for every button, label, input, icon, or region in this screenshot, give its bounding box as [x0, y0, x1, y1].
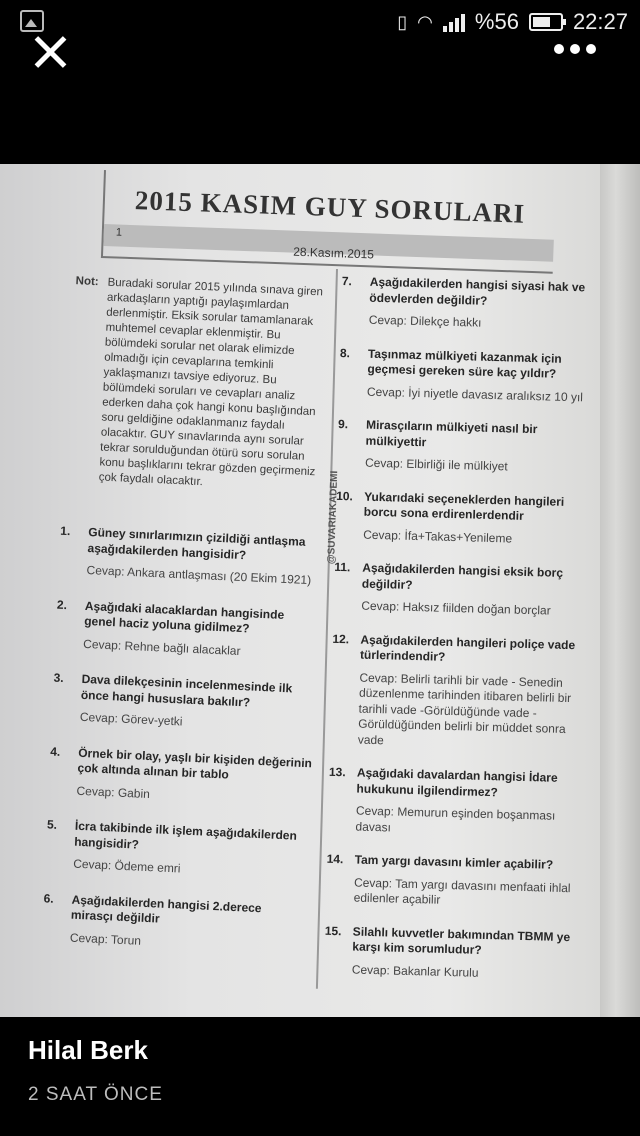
status-right [397, 8, 628, 36]
question-text: Tam yargı davasını kimler açabilir? [354, 852, 554, 872]
answer-text: Cevap: Belirli tarihli bir vade - Senedin düzenlenme tarihinden itibaren belirli bir tarihli vade -Görüldüğünde vade -Görüldüğünden belirli bir müddet sonra vade [357, 670, 572, 747]
question-number: 11. [334, 559, 351, 575]
author-name[interactable]: Hilal Berk [28, 1035, 148, 1065]
question [334, 560, 595, 598]
question-item [337, 417, 598, 477]
post-time: 2 SAAT ÖNCE [28, 1084, 163, 1105]
answer-text: Cevap: Tam yargı davasını menfaati ihlal edilenler açabilir [353, 875, 571, 907]
question-text: Yukarıdaki seçeneklerden hangileri borcu sona erdirenlerdendir [363, 489, 565, 523]
question [336, 488, 597, 526]
answer-text: Cevap: Bakanlar Kurulu [351, 961, 479, 980]
question-text: Aşağıdakilerden hangisi siyasi hak ve ödevlerden değildir? [369, 274, 586, 308]
question-number: 9. [337, 416, 349, 432]
question [49, 744, 312, 787]
question-item [327, 765, 589, 841]
question-number: 4. [50, 744, 61, 759]
answer-text: Cevap: Haksız fiilden doğan borçlar [361, 598, 551, 618]
question-item [341, 274, 602, 334]
story-photo [0, 164, 640, 1017]
question-text: Örnek bir olay, yaşlı bir kişiden değerinin çok altında alınan bir tablo [77, 745, 313, 782]
question-item [45, 817, 309, 882]
question [56, 597, 319, 640]
question-number: 2. [56, 597, 68, 612]
question-item [333, 560, 594, 620]
more-options-icon[interactable] [554, 44, 596, 54]
note-text: Buradaki sorular 2015 yılında sınava giren arkadaşların yaptığı paylaşımlardan derlenmiştir. Eksik sorular tamamlanarak muhtemel cevaplar eklenmiştir. Bu bölümdeki sorular net olarak elimizde olmadığı için cevaplarına temkinli yaklaşmanızı tavsiye ediyoruz. Bu bölümdeki soruları ve cevapları analiz ederken daha çok hangi konu başlığından soru geldiğine odaklanmanız faydalı olacaktır. GUY sınavlarında aynı sorular tekrar sorulduğundan ötürü soru sorulan konu başlıklarını tekrar gözden geçirmeniz çok faydalı olacaktır. [98, 276, 324, 489]
question [326, 852, 586, 874]
page-number: 1 [115, 226, 123, 239]
close-icon[interactable] [30, 32, 70, 72]
clock: 22:27 [572, 9, 628, 34]
note-block [75, 275, 333, 496]
question-number: 13. [328, 764, 346, 780]
question [324, 923, 585, 961]
question-number: 15. [324, 923, 342, 938]
question-text: İcra takibinde ilk işlem aşağıdakilerden hangisidir? [73, 818, 298, 852]
question [332, 631, 593, 669]
question-item [55, 597, 319, 662]
answer-text: Cevap: Dilekçe hakkı [368, 312, 482, 330]
document-title: 2015 KASIM GUY SORULARI [134, 185, 526, 229]
document-header [101, 170, 556, 274]
question [337, 417, 598, 455]
question-text: Güney sınırlarımızın çizildiği antlaşma aşağıdakilerden hangisidir? [87, 525, 306, 562]
question-text: Aşağıdaki alacaklardan hangisinde genel haciz yoluna gidilmez? [83, 598, 285, 636]
question-item [325, 852, 586, 912]
question-item [48, 744, 312, 809]
answer-text: Cevap: Memurun eşinden boşanması davası [355, 803, 556, 834]
question-item [339, 345, 600, 405]
question [53, 671, 316, 714]
left-column [41, 274, 334, 976]
question-item [324, 923, 585, 983]
question [328, 765, 589, 803]
answer-text: Cevap: Torun [69, 930, 142, 948]
question [46, 817, 309, 860]
status-bar [0, 0, 640, 44]
question-text: Aşağıdaki davalardan hangisi İdare hukukunu ilgilendirmez? [356, 765, 558, 799]
question-item [42, 891, 306, 956]
question-item [330, 631, 593, 753]
question-text: Mirasçıların mülkiyeti nasıl bir mülkiyettir [365, 417, 538, 449]
signal-icon [443, 12, 465, 32]
question-number: 8. [339, 345, 351, 360]
vibrate-icon: ▯ [397, 11, 408, 32]
question-item [58, 524, 322, 589]
right-column [323, 274, 602, 1002]
image-notification-icon [20, 10, 44, 32]
battery-percent: %56 [474, 9, 519, 34]
answer-text: Cevap: İyi niyetle davasız aralıksız 10 yıl [366, 384, 584, 404]
question [339, 345, 600, 383]
question-item [335, 488, 596, 548]
answer-text: Cevap: Ödeme emri [72, 856, 181, 876]
answer-text: Cevap: Ankara antlaşması (20 Ekim 1921) [86, 562, 312, 588]
question-text: Taşınmaz mülkiyeti kazanmak için geçmesi gereken süre kaç yıldır? [367, 346, 562, 381]
note-label: Not: [75, 275, 99, 289]
watermark-stamp: @SUVARIAKADEMI [326, 470, 341, 565]
wifi-icon: ◠ [417, 11, 433, 32]
question-number: 14. [326, 851, 344, 867]
answer-text: Cevap: Rehne bağlı alacaklar [82, 636, 241, 658]
question-text: Aşağıdakilerden hangileri poliçe vade türlerindendir? [359, 632, 576, 664]
answer-text: Cevap: Görev-yetki [79, 709, 183, 729]
question-number: 1. [60, 523, 71, 539]
page-edge [600, 164, 640, 1017]
question-item [52, 671, 316, 736]
question-number: 7. [341, 274, 353, 289]
battery-icon [529, 13, 563, 31]
question-text: Aşağıdakilerden hangisi eksik borç değildir? [361, 560, 564, 592]
question-number: 12. [332, 631, 350, 646]
question [341, 274, 602, 312]
question-number: 6. [43, 890, 54, 906]
question-text: Aşağıdakilerden hangisi 2.derece mirasçı değildir [70, 892, 262, 926]
answer-text: Cevap: Gabin [76, 783, 151, 801]
question [43, 891, 306, 934]
answer-text: Cevap: Elbirliği ile mülkiyet [364, 455, 508, 474]
question-text: Silahlı kuvvetler bakımından TBMM ye karşı kim sorumludur? [352, 924, 571, 957]
question-number: 5. [46, 817, 58, 832]
question-number: 10. [336, 488, 354, 503]
question-number: 3. [53, 670, 64, 686]
question-text: Dava dilekçesinin incelenmesinde ilk önce hangi hususlara bakılır? [80, 671, 293, 710]
question [59, 524, 322, 567]
answer-text: Cevap: İfa+Takas+Yenileme [363, 527, 513, 546]
document-date: 28.Kasım.2015 [293, 244, 375, 262]
